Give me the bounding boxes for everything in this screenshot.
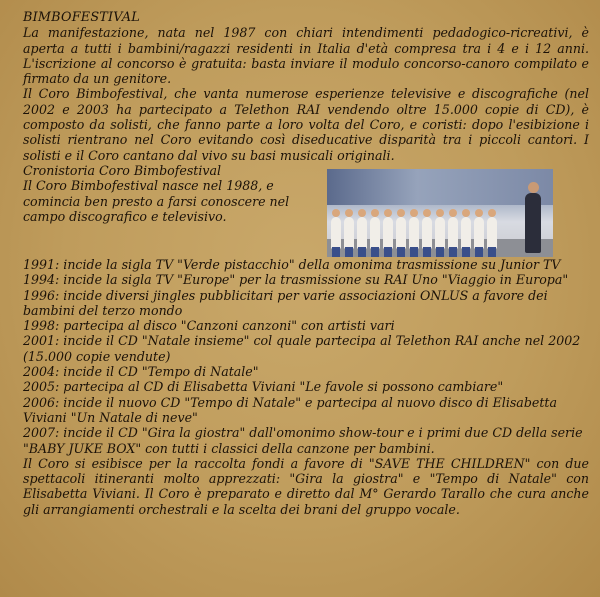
timeline-item: 2007: incide il CD "Gira la giostra" dall'omonimo show-tour e i primi due CD della serie "BABY JUKE BOX" con tutti i classici della canzone per bambini. <box>23 425 583 456</box>
timeline-item: 1994: incide la sigla TV "Europe" per la trasmissione su RAI Uno "Viaggio in Europa" <box>23 272 569 288</box>
cronistoria-block <box>23 163 319 257</box>
cronistoria-row <box>23 163 589 257</box>
intro-paragraph: La manifestazione, nata nel 1987 con chiari intendimenti pedadogico-ricreativi, è aperta a tutti i bambini/ragazzi residenti in Italia d'età compresa tra i 4 e i 12 anni. L'iscrizione al concorso è gratuita: basta inviare il modulo concorso-canoro compilato e firmato da un genitore. <box>23 25 589 87</box>
timeline-item: 1991: incide la sigla TV "Verde pistacchio" della omonima trasmissione su Junior TV <box>23 256 561 272</box>
booklet-page <box>23 10 589 517</box>
timeline-item: 1998: partecipa al disco "Canzoni canzoni" con artisti vari <box>23 318 395 334</box>
timeline-item: 2004: incide il CD "Tempo di Natale" <box>23 364 259 380</box>
timeline-list <box>23 257 589 456</box>
timeline-item: 1996: incide diversi jingles pubblicitari per varie associazioni ONLUS a favore dei bambini del terzo mondo <box>23 287 548 318</box>
timeline-item: 2005: partecipa al CD di Elisabetta Viviani "Le favole si possono cambiare" <box>23 379 504 395</box>
choir-photo <box>327 169 553 257</box>
cronistoria-intro: Il Coro Bimbofestival nasce nel 1988, e comincia ben presto a farsi conoscere nel campo discografico e televisivo. <box>23 178 290 224</box>
closing-paragraph: Il Coro si esibisce per la raccolta fondi a favore di "SAVE THE CHILDREN" con due spettacoli itineranti molto apprezzati: "Gira la giostra" e "Tempo di Natale" con Elisabetta Viviani. Il Coro è preparato e diretto dal M° Gerardo Tarallo che cura anche gli arrangiamenti orchestrali e la scelta dei brani del gruppo vocale. <box>23 455 589 517</box>
timeline-item: 2006: incide il nuovo CD "Tempo di Natale" e partecipa al nuovo disco di Elisabetta Viviani "Un Natale di neve" <box>23 394 557 425</box>
timeline-item: 2001: incide il CD "Natale insieme" col quale partecipa al Telethon RAI anche nel 2002 (15.000 copie vendute) <box>23 333 581 364</box>
page-title: BIMBOFESTIVAL <box>23 10 140 25</box>
coro-paragraph: Il Coro Bimbofestival, che vanta numerose esperienze televisive e discografiche (nel 2002 e 2003 ha partecipato a Telethon RAI vendendo oltre 15.000 copie di CD), è composto da solisti, che fanno parte a loro volta del Coro, e coristi: dopo l'esibizione i solisti rientrano nel Coro evitando così diseducative disparità tra i piccoli cantori. I solisti e il Coro cantano dal vivo su basi musicali originali. <box>23 86 589 163</box>
cronistoria-heading: Cronistoria Coro Bimbofestival <box>23 162 222 178</box>
